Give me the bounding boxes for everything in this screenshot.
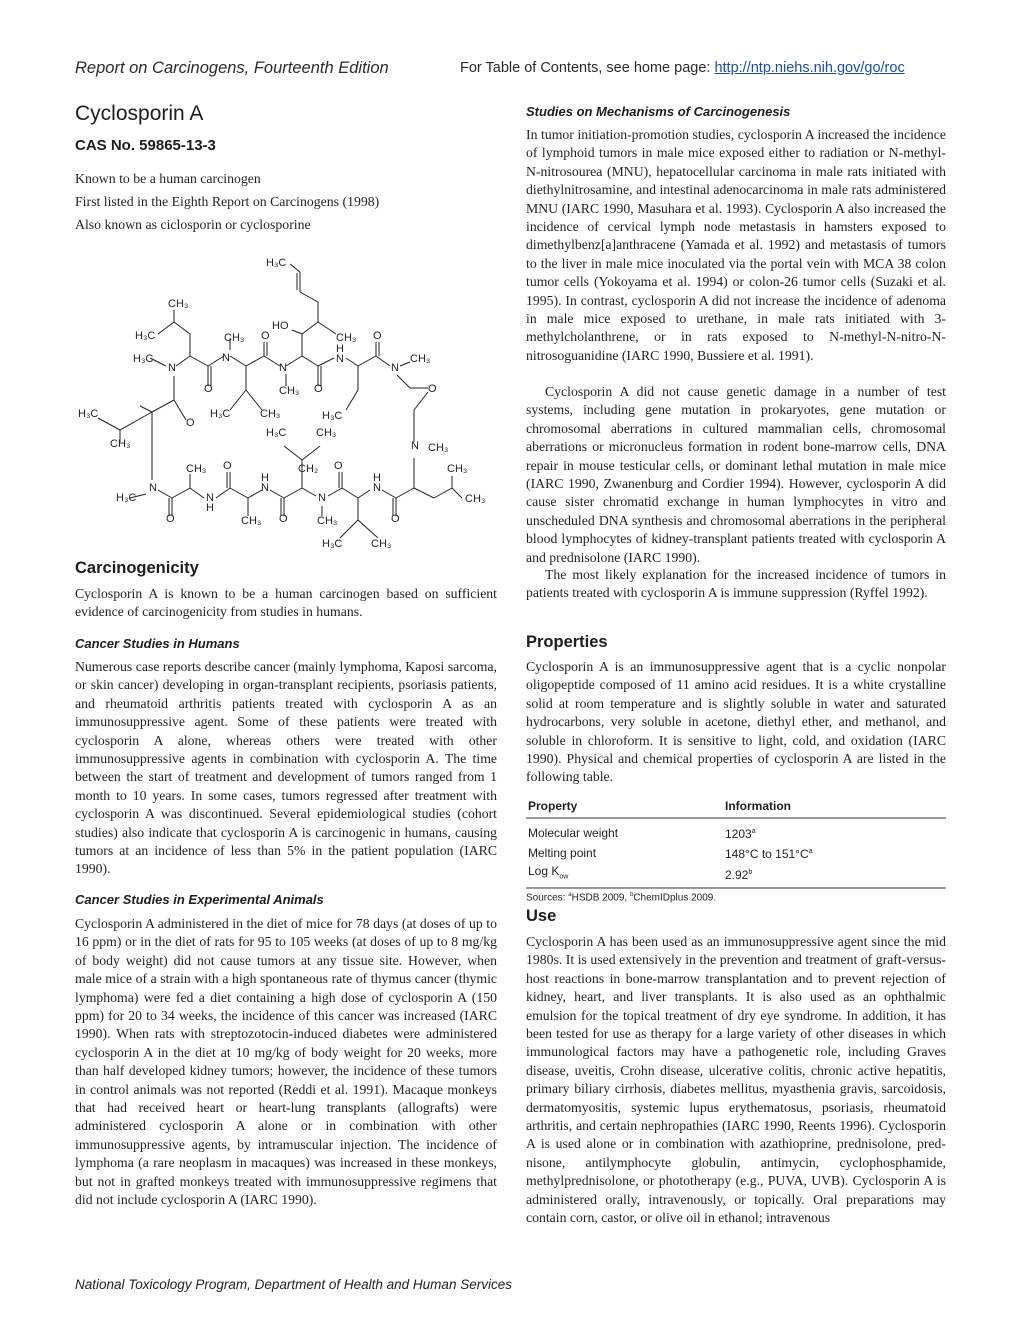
atom-label: H₃C (266, 427, 287, 439)
bond-line (174, 322, 190, 334)
atom-label: H₃C (116, 492, 137, 504)
atom-label: O (391, 513, 400, 525)
column-header-information: Information (723, 797, 946, 818)
property-text: Log K (528, 864, 560, 878)
atom-label: H₃C (322, 410, 343, 422)
use-heading: Use (526, 907, 557, 925)
bond-line (216, 488, 230, 498)
mechanisms-paragraph-1: In tumor initiation-promotion studies, cyclosporin A increased the incidence of lymphoid tumors in male mice exposed either to radiation or N-methyl-N-nitrosourea (MNU), hepatocellular carcinoma in male rats initiated with diethylnitrosamine, and intestinal adenocarcinoma in male rats administered MNU (IARC 1990, Masuhara et al. 1993). Cyclosporin A also increased the incidence of cervical lymph node metastasis in hamsters exposed to dimethylbenz[a]anthracene (Yamada et al. 1992) and metastasis of tumors to the liver in male mice inoculated via the portal vein with MCA 38 colon tumor cells (Yokoyama et al. 1994) or colon-26 tumor cells (Suzaki et al. 1995). In contrast, cyclosporin A did not increase the incidence of adenoma in male mice exposed to urethane, in male rats initiated with 3-methylcholanthrene, or in rats exposed to N-methyl-N-nitro-N-nitrosoguanidine (IARC 1990, Bussiere et al. 1991). (526, 127, 946, 363)
bond-line (284, 488, 302, 498)
atom-label: CH₃ (336, 332, 357, 344)
bond-line (346, 390, 358, 410)
bond-line (176, 356, 190, 366)
atom-label: O (204, 383, 213, 395)
properties-table (526, 797, 946, 889)
value-text: 148°C to 151°C (725, 847, 809, 861)
property-cell: Molecular weight (528, 825, 619, 840)
animals-text: Cyclosporin A administered in the diet of mice for 78 days (at doses of up to 16 ppm) or in the diet of rats for 95 to 105 weeks (at doses of up to 8 mg/kg of body weight) did not cause tumors at any tissue site. However, when male mice of a strain with a high spontaneous rate of thymus cancer (thymic lymphoma) were fed a diet containing a high dose of cyclosporin A (150 ppm) for 20 to 34 weeks, the incidence of this cancer was increased (IARC 1990). When rats with streptozotocin-induced diabetes were administered cyclosporin A in the diet at 10 mg/kg of body weight for 20 weeks, more than half developed kidney tumors; however, the incidence of these tumors in control animals was not reported (Reddi et al. 1991). Macaque monkeys that had received heart or heart-lung transplants (allografts) were administered cyclosporin A alone or in combination with other immunosuppressive agents, by intramuscular injection. The incidence of lymphoma (a rare neoplasm in macaques) was increased in these monkeys, but not in grafted monkeys treated with immunosuppressive regimens that did not include cyclosporin A (IARC 1990). (75, 916, 497, 1208)
bond-line (346, 358, 358, 366)
animals-heading: Cancer Studies in Experimental Animals (75, 892, 324, 907)
atom-label: N (411, 440, 419, 452)
bond-line (452, 488, 462, 498)
atom-label: O (279, 513, 288, 525)
bond-line (400, 362, 410, 366)
bond-line (172, 488, 190, 498)
atom-label: CH₃ (465, 493, 486, 505)
properties-table-wrap (526, 797, 946, 904)
bond-line (358, 520, 378, 538)
atom-label: N (391, 362, 399, 374)
bond-line (264, 356, 280, 366)
bond-line (140, 406, 152, 412)
cas-number: CAS No. 59865-13-3 (75, 137, 216, 154)
atom-label: H (336, 343, 344, 355)
home-page-link[interactable]: http://ntp.niehs.nih.gov/go/roc (714, 60, 905, 76)
atom-label: O (186, 417, 195, 429)
atom-label: N (168, 362, 176, 374)
atom-label: CH₃ (260, 408, 281, 420)
humans-heading: Cancer Studies in Humans (75, 636, 240, 651)
chemical-structure (0, 0, 520, 560)
listing-status: Known to be a human carcinogen (75, 171, 261, 186)
atom-label: CH₃ (447, 463, 468, 475)
atom-label: O (428, 383, 437, 395)
atom-label: H₃C (135, 330, 156, 342)
bond-line (300, 292, 318, 302)
property-cell (526, 863, 723, 888)
bond-line (434, 488, 452, 498)
atom-label: HO (272, 320, 289, 332)
sources-label: Sources: (526, 892, 569, 904)
bond-line (414, 488, 434, 498)
bond-line (158, 490, 172, 498)
bond-line (270, 490, 284, 498)
bond-line (248, 490, 262, 498)
atom-label: N (149, 482, 157, 494)
atom-label: CH₃ (110, 438, 131, 450)
bond-line (190, 488, 204, 498)
atom-label: CH₃ (317, 515, 338, 527)
atom-label: CH₃ (279, 385, 300, 397)
value-text: 1203 (725, 827, 752, 841)
atom-label: H (206, 502, 214, 514)
footnote-mark: a (808, 848, 813, 855)
bond-line (230, 356, 246, 366)
table-row (526, 863, 946, 888)
mechanisms-paragraph-3: The most likely explanation for the increased incidence of tumors in patients treated with cyclosporin A is immune suppression (Ryffel 1992). (526, 567, 946, 601)
footer: National Toxicology Program, Department of Health and Human Services (75, 1277, 512, 1292)
mechanisms-heading: Studies on Mechanisms of Carcinogenesis (526, 104, 791, 119)
bond-line (190, 356, 208, 366)
bond-line (340, 520, 358, 538)
use-text: Cyclosporin A has been used as an immunosuppressive agent since the mid 1980s. It is used extensively in the prevention and treatment of graft-versus-host reactions in bone-marrow transplantation and to prevent rejection of kidney, heart, and liver transplants. It is also used as an ophthalmic emulsion for the topical treatment of dry eye syndrome. In addition, it has been tested for use as therapy for a large variety of other diseases in which immunological factors may have a pathogenetic role, including Graves disease, uveitis, Crohn disease, ulcerative colitis, chronic active hepatitis, primary biliary cirrhosis, diabetes mellitus, myasthenia gravis, sarcoidosis, dermatomyositis, systemic lupus erythematosus, psoriasis, rheumatoid arthritis, and certain nephropathies (IARC 1990, Reents 1996). Cyclosporin A is used alone or in combination with azathioprine, prednisolone, prednisone, antilymphocyte globulin, antimycin, cyclophosphamide, methylprednisolone, or phototherapy (e.g., PUVA, UVB). Cyclosporin A is administered orally, intravenously, or topically. Oral preparations may contain corn, castor, or olive oil in ethanol; intravenous (526, 934, 946, 1226)
bond-line (120, 412, 152, 430)
bond-line (302, 356, 318, 366)
bond-line (414, 392, 428, 410)
bond-line (342, 488, 358, 498)
bond-line (290, 264, 300, 272)
bond-line (98, 418, 120, 430)
atom-label: H₃C (210, 408, 231, 420)
atom-label: H₃C (266, 257, 287, 269)
humans-text: Numerous case reports describe cancer (mainly lymphoma, Kaposi sarcoma, or skin cancer) developing in organ-transplant recipients, psoriasis patients, and rheumatoid arthritis patients treated with cyclosporin A as an immunosuppressive agent. Some of these patients were treated with cyclosporin A alone, whereas others were treated with other immunosuppressive agents in combination with cyclosporin A. The time between the start of treatment and development of tumors ranged from 1 month to 10 years. In some cases, tumors regressed after treatment with cyclosporin A was discontinued. Several epidemiological studies (cohort studies) also indicate that cyclosporin A is carcinogenic in humans, causing tumors at an incidence of less than 5% in the patient population (IARC 1990). (75, 659, 497, 877)
atom-label: H₃C (133, 353, 154, 365)
atom-label: O (261, 330, 270, 342)
footnote-mark: b (629, 892, 634, 899)
atom-label: H₃C (322, 538, 343, 550)
bond-line (286, 356, 302, 366)
bond-line (230, 390, 246, 410)
bond-line (397, 375, 410, 388)
atom-label: CH₃ (371, 538, 392, 550)
atom-label: CH₃ (428, 442, 449, 454)
bond-line (318, 322, 336, 334)
bond-line (396, 488, 414, 498)
atom-label: CH₃ (410, 353, 431, 365)
footnote-mark: b (748, 869, 753, 877)
value-cell (723, 843, 946, 863)
bond-line (158, 322, 174, 334)
bond-line (152, 400, 174, 412)
atom-label: N (222, 352, 230, 364)
bond-line (302, 488, 316, 496)
table-row (526, 843, 946, 863)
atom-label: N (336, 353, 344, 365)
atom-label: O (223, 460, 232, 472)
atom-label: O (334, 460, 343, 472)
bond-line (382, 490, 396, 498)
atom-label: CH₃ (168, 298, 189, 310)
atom-label: N (318, 492, 326, 504)
atom-label: O (373, 330, 382, 342)
atom-label: CH₃ (224, 332, 245, 344)
atom-label: H₃C (78, 408, 99, 420)
bond-line (230, 488, 248, 498)
atom-label: CH₃ (241, 515, 262, 527)
atom-label: CH₃ (316, 427, 337, 439)
value-cell (723, 863, 946, 888)
footnote-mark: a (568, 892, 572, 899)
bond-line (284, 446, 302, 460)
bond-line (358, 356, 376, 366)
page-title: Cyclosporin A (75, 102, 204, 125)
atom-label: O (166, 513, 175, 525)
bond-line (376, 356, 390, 366)
property-subscript: ow (559, 873, 569, 881)
atom-label: H (261, 472, 269, 484)
bond-line (246, 356, 264, 366)
atom-label: CH₂ (298, 463, 319, 475)
bond-line (174, 400, 186, 420)
report-title: Report on Carcinogens, Fourteenth Edition (75, 59, 389, 77)
atom-label: H (373, 472, 381, 484)
source-text: HSDB 2009, (571, 892, 630, 904)
atom-label: N (261, 482, 269, 494)
carcinogenicity-text: Cyclosporin A is known to be a human carcinogen based on sufficient evidence of carcinogenicity from studies in humans. (75, 586, 497, 620)
bond-line (328, 488, 342, 496)
source-text: ChemIDplus 2009. (633, 892, 717, 904)
bond-line (302, 322, 318, 334)
atom-label: N (373, 482, 381, 494)
bond-line (246, 390, 262, 410)
properties-heading: Properties (526, 633, 608, 651)
property-cell: Melting point (528, 845, 597, 860)
bond-line (302, 446, 320, 460)
atom-label: CH₃ (186, 463, 207, 475)
also-known-as: Also known as ciclosporin or cyclosporine (75, 217, 311, 232)
table-row (526, 818, 946, 843)
bond-line (318, 358, 334, 366)
toc-text: For Table of Contents, see home page: (460, 60, 715, 76)
bond-line (292, 330, 302, 334)
value-cell (723, 818, 946, 843)
footnote-mark: a (751, 828, 756, 835)
carcinogenicity-heading: Carcinogenicity (75, 559, 199, 577)
mechanisms-paragraph-2: Cyclosporin A did not cause genetic damage in a number of test systems, including gene mutation in prokaryotes, gene mutation or chromosomal aberrations in cultured mammalian cells, chromosomal aberrations or micronucleus formation in rodent bone-marrow cells, DNA repair in mouse testicular cells, or dominant lethal mutation in male mice (IARC 1990, Zwanenburg and Cordier 1994). However, cyclosporin A did cause sister chromatid exchange in human lymphocytes in vitro and unscheduled DNA synthesis and chromosomal aberrations in the peripheral blood lymphocytes of kidney-transplant patients treated with cyclosporin A and prednisolone (IARC 1990). (526, 384, 946, 565)
column-header-property: Property (526, 797, 723, 818)
atom-label: N (279, 362, 287, 374)
table-sources (526, 892, 946, 903)
first-listed: First listed in the Eighth Report on Carcinogens (1998) (75, 194, 380, 209)
atom-label: N (206, 492, 214, 504)
bond-line (358, 490, 370, 498)
properties-text: Cyclosporin A is an immunosuppressive agent that is a cyclic nonpolar oligopeptide composed of 11 amino acid residues. It is a white crystalline solid at room temperature and is slightly soluble in water and saturated hydrocarbons, very soluble in acetone, diethyl ether, and methanol, and soluble in chloroform. It is sensitive to light, cold, and oxidation (IARC 1990). Physical and chemical properties of cyclosporin A are listed in the following table. (526, 659, 946, 785)
atom-label: O (314, 383, 323, 395)
value-text: 2.92 (725, 868, 749, 883)
toc-note (460, 60, 905, 76)
